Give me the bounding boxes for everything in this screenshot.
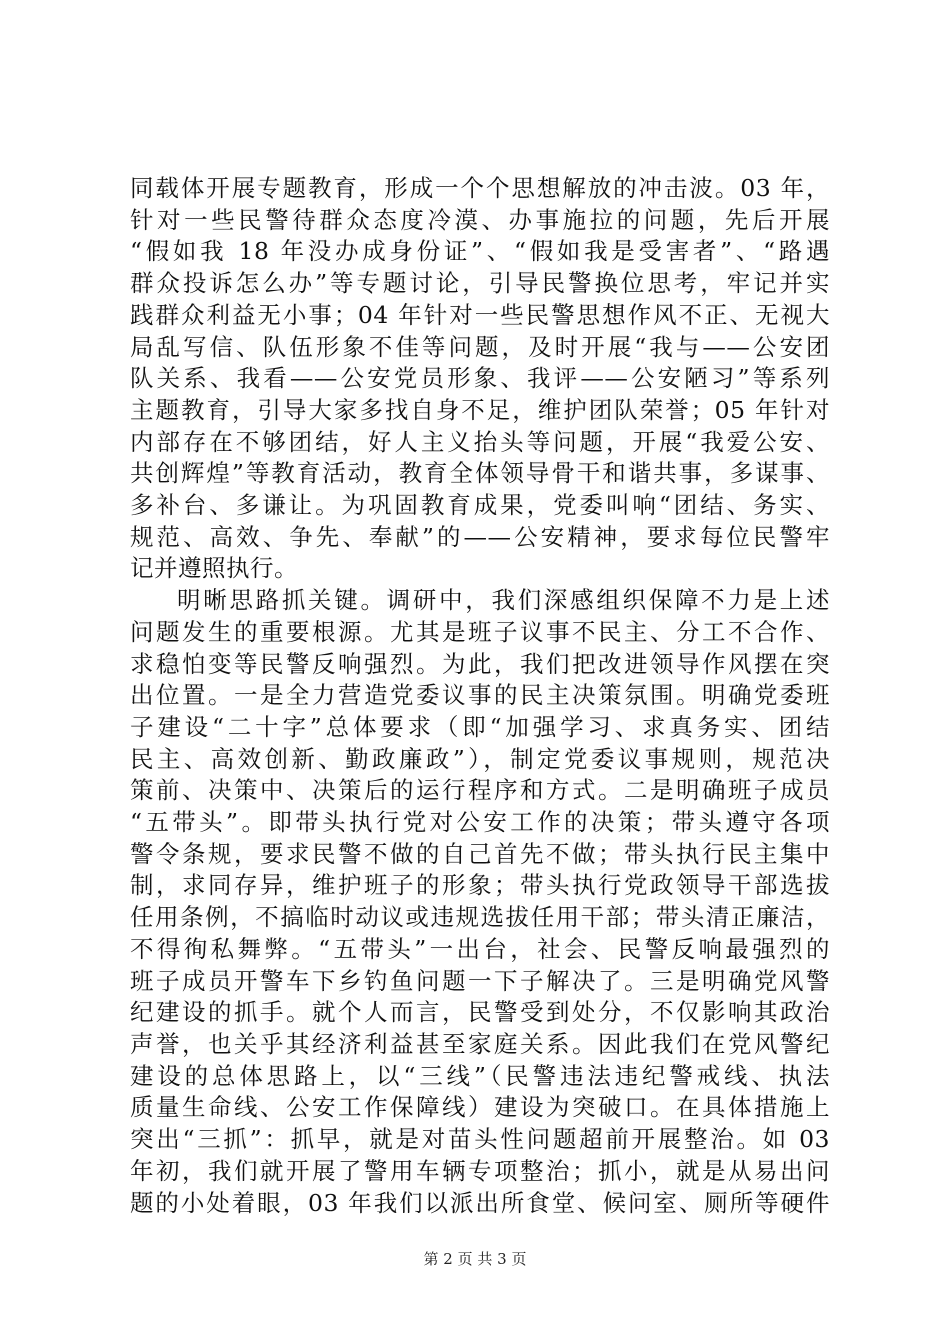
text-line: 质量生命线、公安工作保障线）建设为突破口。在具体措施上 [130,1093,830,1122]
text-line: 局乱写信、队伍形象不佳等问题，及时开展“我与——公安团 [130,332,830,361]
body-text [130,173,830,1219]
text-line: 共创辉煌”等教育活动，教育全体领导骨干和谐共事，多谋事、 [130,459,830,488]
text-line: 警令条规，要求民警不做的自己首先不做；带头执行民主集中 [130,839,830,868]
text-line: 记并遵照执行。 [130,554,298,583]
text-line: 题的小处着眼，03 年我们以派出所食堂、候问室、厕所等硬件 [130,1188,830,1217]
text-line: 制，求同存异，维护班子的形象；带头执行党政领导干部选拔 [130,871,830,900]
text-line: 队关系、我看——公安党员形象、我评——公安陋习”等系列 [130,364,830,393]
text-line: 建设的总体思路上，以“三线”（民警违法违纪警戒线、执法 [130,1061,830,1090]
text-line: 子建设“二十字”总体要求（即“加强学习、求真务实、团结 [130,712,830,741]
text-line: 践群众利益无小事；04 年针对一些民警思想作风不正、无视大 [130,300,830,329]
text-line: 突出“三抓”：抓早，就是对苗头性问题超前开展整治。如 03 [130,1125,830,1154]
text-line: 问题发生的重要根源。尤其是班子议事不民主、分工不合作、 [130,617,830,646]
text-line: 群众投诉怎么办”等专题讨论，引导民警换位思考，牢记并实 [130,269,830,298]
text-line: 年初，我们就开展了警用车辆专项整治；抓小，就是从易出问 [130,1156,830,1185]
paragraph-start-line: 明晰思路抓关键。调研中，我们深感组织保障不力是上述 [177,586,830,615]
text-line: 不得徇私舞弊。“五带头”一出台，社会、民警反响最强烈的 [130,934,830,963]
text-line: 策前、决策中、决策后的运行程序和方式。二是明确班子成员 [130,776,830,805]
text-line: 声誉，也关乎其经济利益甚至家庭关系。因此我们在党风警纪 [130,1029,830,1058]
text-line: 民主、高效创新、勤政廉政”），制定党委议事规则，规范决 [130,744,830,773]
text-line: 求稳怕变等民警反响强烈。为此，我们把改进领导作风摆在突 [130,649,830,678]
text-line: “五带头”。即带头执行党对公安工作的决策；带头遵守各项 [130,808,830,837]
page-footer: 第 2 页 共 3 页 [423,1250,527,1268]
text-line: 针对一些民警待群众态度冷漠、办事施拉的问题，先后开展 [130,205,830,234]
text-line: 出位置。一是全力营造党委议事的民主决策氛围。明确党委班 [130,681,830,710]
text-line: 规范、高效、争先、奉献”的——公安精神，要求每位民警牢 [130,522,830,551]
text-line: 内部存在不够团结，好人主义抬头等问题，开展“我爱公安、 [130,427,830,456]
text-line: “假如我 18 年没办成身份证”、“假如我是受害者”、“路遇 [130,237,830,266]
text-line: 任用条例，不搞临时动议或违规选拔任用干部；带头清正廉洁， [130,903,830,932]
text-line: 纪建设的抓手。就个人而言，民警受到处分，不仅影响其政治 [130,998,830,1027]
text-line: 多补台、多谦让。为巩固教育成果，党委叫响“团结、务实、 [130,491,830,520]
text-line: 班子成员开警车下乡钓鱼问题一下子解决了。三是明确党风警 [130,966,830,995]
text-line: 主题教育，引导大家多找自身不足，维护团队荣誉；05 年针对 [130,395,830,424]
text-line: 同载体开展专题教育，形成一个个思想解放的冲击波。03 年， [130,174,830,202]
